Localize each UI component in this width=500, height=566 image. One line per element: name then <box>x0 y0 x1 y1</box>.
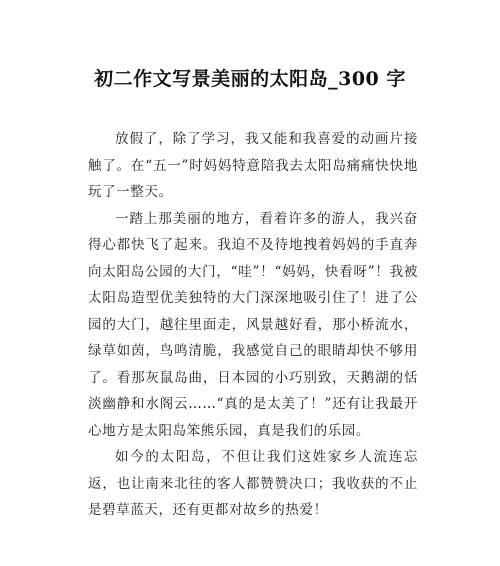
paragraph-3: 如今的太阳岛，不但让我们这姓家乡人流连忘返，也让南来北往的客人都赞赞决口；我收获的不止是碧草蓝天，还有更都对故乡的热爱！ <box>88 449 418 518</box>
paragraph-1: 放假了，除了学习，我又能和我喜爱的动画片接触了。在“五一”时妈妈特意陪我去太阳岛痛痛快快地玩了一整天。 <box>88 131 418 200</box>
document-body <box>88 126 418 524</box>
document-title: 初二作文写景美丽的太阳岛_300 字 <box>94 68 406 90</box>
paragraph-2: 一踏上那美丽的地方，看着许多的游人，我兴奋得心都快飞了起来。我迫不及待地拽着妈妈的手直奔向太阳岛公园的大门，“哇”！“妈妈，快看呀”！我被太阳岛造型优美独特的大门深深地吸引住了！进了公园的大门，越往里面走，风景越好看，那小桥流水，绿草如茵，鸟鸣清脆，我感觉自己的眼睛却快不够用了。看那灰鼠岛曲，日本园的小巧别致，天鹅湖的恬淡幽静和水阁云……“真的是太美了！”还有让我最开心地方是太阳岛笨熊乐园，真是我们的乐园。 <box>88 210 418 439</box>
